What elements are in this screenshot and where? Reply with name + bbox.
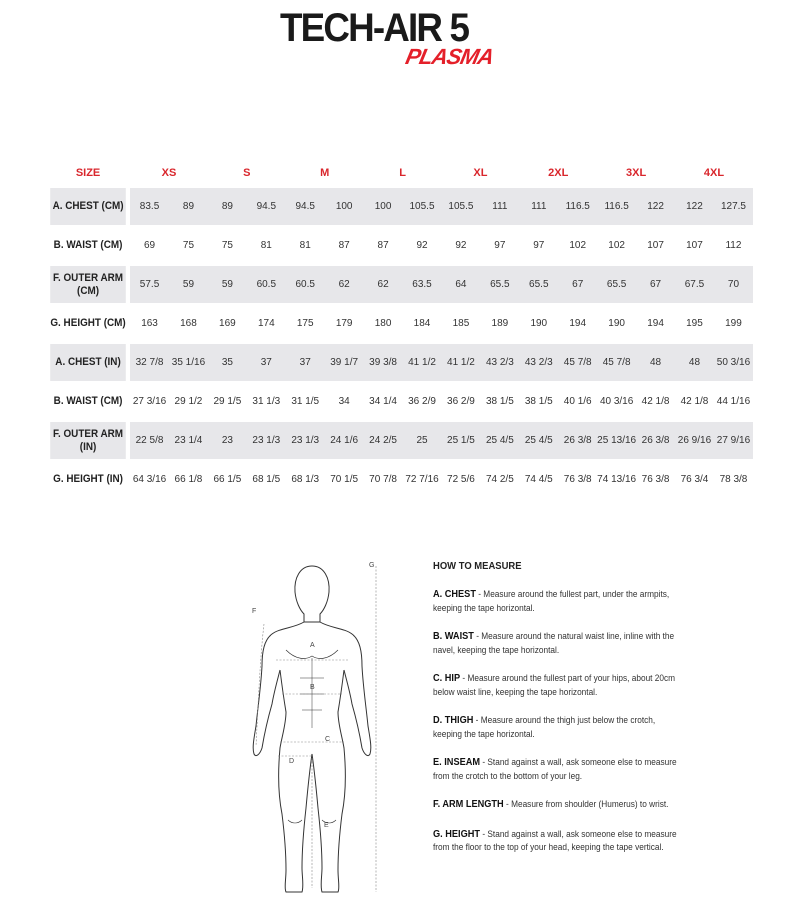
table-cell: 97 bbox=[533, 240, 545, 251]
table-cell: 41 1/2 bbox=[441, 344, 480, 381]
size-header-4xl: 4XL bbox=[703, 167, 725, 179]
table-cell: 29 1/5 bbox=[213, 396, 242, 407]
table-cell: 26 3/8 bbox=[636, 422, 675, 459]
table-cell: 195 bbox=[686, 318, 703, 329]
table-cell: 39 1/7 bbox=[325, 344, 364, 381]
table-cell: 111 bbox=[480, 188, 519, 225]
table-cell: 89 bbox=[169, 188, 208, 225]
size-header-label: SIZE bbox=[75, 167, 101, 179]
table-cell: 100 bbox=[364, 188, 403, 225]
table-cell: 42 1/8 bbox=[680, 396, 709, 407]
table-cell: 185 bbox=[452, 318, 470, 329]
figure-label-e: E bbox=[324, 822, 329, 829]
measure-text: - Measure around the thigh just below the crotch, keeping the tape horizontal. bbox=[433, 715, 656, 739]
measure-term: G. HEIGHT bbox=[433, 828, 481, 840]
table-cell: 26 3/8 bbox=[558, 422, 597, 459]
size-header-row bbox=[46, 158, 753, 188]
table-cell: 76 3/4 bbox=[680, 474, 709, 485]
table-cell: 81 bbox=[299, 240, 311, 251]
how-to-measure-title: HOW TO MEASURE bbox=[433, 560, 522, 572]
table-row bbox=[46, 461, 753, 498]
table-row bbox=[46, 188, 753, 225]
table-cell: 74 2/5 bbox=[485, 474, 514, 485]
table-cell: 41 1/2 bbox=[403, 344, 442, 381]
table-cell: 39 3/8 bbox=[364, 344, 403, 381]
table-cell: 29 1/2 bbox=[174, 396, 203, 407]
table-cell: 59 bbox=[208, 266, 247, 303]
measure-term: F. ARM LENGTH bbox=[433, 799, 504, 810]
measure-term: B. WAIST bbox=[433, 631, 474, 642]
table-cell: 45 7/8 bbox=[597, 344, 636, 381]
table-row bbox=[46, 305, 753, 342]
table-cell: 105.5 bbox=[441, 188, 480, 225]
figure-label-c: C bbox=[325, 736, 331, 743]
table-cell: 70 7/8 bbox=[369, 474, 397, 485]
table-cell: 92 bbox=[455, 240, 467, 251]
table-cell: 36 2/9 bbox=[447, 396, 475, 407]
table-cell: 23 1/3 bbox=[247, 422, 286, 459]
body-measurement-figure bbox=[240, 558, 390, 896]
measure-text: - Stand against a wall, ask someone else to measure from the floor to the top of your head, keeping the tape vertical. bbox=[433, 828, 677, 852]
figure-label-g: G bbox=[369, 562, 375, 569]
table-cell: 38 1/5 bbox=[524, 396, 553, 407]
table-cell: 35 1/16 bbox=[169, 344, 208, 381]
table-cell: 122 bbox=[636, 188, 675, 225]
size-header-xs: XS bbox=[161, 167, 177, 179]
table-cell: 122 bbox=[675, 188, 714, 225]
table-cell: 169 bbox=[219, 318, 236, 329]
table-cell: 116.5 bbox=[597, 188, 636, 225]
measure-instruction bbox=[433, 714, 681, 740]
table-cell: 25 13/16 bbox=[597, 422, 636, 459]
table-row bbox=[46, 227, 753, 264]
brand-logo bbox=[280, 4, 520, 74]
table-cell: 97 bbox=[494, 240, 506, 251]
table-cell: 45 7/8 bbox=[558, 344, 597, 381]
measure-text: - Measure from shoulder (Humerus) to wrist. bbox=[503, 799, 669, 809]
size-header-l: L bbox=[399, 167, 406, 179]
table-cell: 63.5 bbox=[403, 266, 442, 303]
table-cell: 22 5/8 bbox=[130, 422, 169, 459]
table-cell: 102 bbox=[569, 240, 587, 251]
body-outline-svg bbox=[240, 558, 390, 896]
size-header-2xl: 2XL bbox=[548, 167, 569, 179]
table-cell: 26 9/16 bbox=[675, 422, 714, 459]
table-cell: 94.5 bbox=[286, 188, 325, 225]
table-cell: 60.5 bbox=[286, 266, 325, 303]
logo-title: TECH-AIR 5 bbox=[280, 6, 469, 50]
table-cell: 163 bbox=[141, 318, 158, 329]
row-label: B. WAIST (CM) bbox=[53, 239, 123, 251]
row-label: G. HEIGHT (CM) bbox=[50, 317, 126, 329]
table-cell: 65.5 bbox=[597, 266, 636, 303]
size-header-m: M bbox=[320, 167, 330, 179]
table-cell: 83.5 bbox=[130, 188, 169, 225]
table-cell: 76 3/8 bbox=[641, 474, 670, 485]
table-cell: 31 1/3 bbox=[252, 396, 281, 407]
measure-instruction bbox=[433, 630, 681, 656]
table-cell: 179 bbox=[335, 318, 353, 329]
table-cell: 174 bbox=[257, 318, 275, 329]
measure-instruction bbox=[433, 798, 681, 812]
table-cell: 24 2/5 bbox=[364, 422, 403, 459]
table-cell: 66 1/5 bbox=[213, 474, 242, 485]
table-cell: 35 bbox=[208, 344, 247, 381]
table-cell: 175 bbox=[296, 318, 314, 329]
measure-term: E. INSEAM bbox=[433, 757, 481, 768]
table-cell: 25 4/5 bbox=[480, 422, 519, 459]
table-row bbox=[46, 344, 753, 381]
table-cell: 67.5 bbox=[675, 266, 714, 303]
row-label: F. OUTER ARM (IN) bbox=[50, 422, 126, 459]
table-row bbox=[46, 422, 753, 459]
table-cell: 189 bbox=[491, 318, 509, 329]
table-cell: 25 1/5 bbox=[441, 422, 480, 459]
row-label: G. HEIGHT (IN) bbox=[53, 473, 123, 485]
table-cell: 184 bbox=[413, 318, 431, 329]
table-cell: 57.5 bbox=[130, 266, 169, 303]
table-cell: 87 bbox=[377, 240, 389, 251]
table-cell: 67 bbox=[636, 266, 675, 303]
table-cell: 25 bbox=[403, 422, 442, 459]
table-cell: 180 bbox=[374, 318, 392, 329]
table-cell: 74 13/16 bbox=[597, 474, 637, 485]
table-cell: 168 bbox=[180, 318, 197, 329]
table-cell: 105.5 bbox=[403, 188, 442, 225]
table-cell: 62 bbox=[325, 266, 364, 303]
table-cell: 31 1/5 bbox=[291, 396, 320, 407]
table-cell: 69 bbox=[143, 240, 156, 251]
table-cell: 81 bbox=[260, 240, 272, 251]
row-label: F. OUTER ARM (CM) bbox=[50, 266, 126, 303]
table-cell: 68 1/3 bbox=[291, 474, 320, 485]
table-cell: 112 bbox=[725, 240, 742, 251]
table-cell: 38 1/5 bbox=[485, 396, 514, 407]
table-cell: 27 9/16 bbox=[714, 422, 753, 459]
measure-text: - Measure around the natural waist line, inline with the navel, keeping the tape horizontal. bbox=[433, 631, 675, 655]
table-cell: 92 bbox=[416, 240, 428, 251]
table-cell: 70 1/5 bbox=[330, 474, 359, 485]
figure-label-d: D bbox=[289, 758, 295, 765]
table-cell: 111 bbox=[519, 188, 558, 225]
table-cell: 107 bbox=[647, 240, 664, 251]
table-cell: 24 1/6 bbox=[325, 422, 364, 459]
table-cell: 59 bbox=[169, 266, 208, 303]
table-cell: 72 7/16 bbox=[405, 474, 439, 485]
table-cell: 107 bbox=[686, 240, 703, 251]
figure-label-a: A bbox=[310, 642, 315, 649]
table-cell: 48 bbox=[636, 344, 675, 381]
table-cell: 23 1/4 bbox=[169, 422, 208, 459]
table-cell: 190 bbox=[608, 318, 625, 329]
measure-instruction bbox=[433, 672, 681, 698]
table-cell: 194 bbox=[647, 318, 664, 329]
figure-label-b: B bbox=[310, 684, 315, 691]
row-label: B. WAIST (CM) bbox=[53, 395, 123, 407]
table-cell: 40 3/16 bbox=[599, 396, 634, 407]
table-cell: 60.5 bbox=[247, 266, 286, 303]
measure-term: A. CHEST bbox=[433, 589, 476, 600]
measure-instruction bbox=[433, 756, 681, 782]
table-cell: 100 bbox=[325, 188, 364, 225]
table-cell: 64 3/16 bbox=[132, 474, 167, 485]
size-header-s: S bbox=[243, 167, 251, 179]
table-cell: 37 bbox=[286, 344, 325, 381]
table-row bbox=[46, 266, 753, 303]
table-cell: 76 3/8 bbox=[563, 474, 592, 485]
size-header-xl: XL bbox=[473, 167, 488, 179]
table-cell: 87 bbox=[338, 240, 350, 251]
table-cell: 65.5 bbox=[519, 266, 558, 303]
table-cell: 94.5 bbox=[247, 188, 286, 225]
measure-term: C. HIP bbox=[433, 673, 461, 684]
table-cell: 190 bbox=[530, 318, 548, 329]
table-cell: 42 1/8 bbox=[641, 396, 670, 407]
table-cell: 199 bbox=[725, 318, 742, 329]
table-cell: 75 bbox=[221, 240, 233, 251]
row-label: A. CHEST (IN) bbox=[50, 344, 126, 381]
table-cell: 40 1/6 bbox=[563, 396, 592, 407]
table-cell: 43 2/3 bbox=[480, 344, 519, 381]
table-cell: 116.5 bbox=[558, 188, 597, 225]
table-cell: 27 3/16 bbox=[132, 396, 167, 407]
table-cell: 23 1/3 bbox=[286, 422, 325, 459]
measure-text: - Measure around the fullest part, under the armpits, keeping the tape horizontal. bbox=[433, 589, 670, 613]
table-cell: 67 bbox=[558, 266, 597, 303]
table-cell: 50 3/16 bbox=[714, 344, 753, 381]
table-cell: 36 2/9 bbox=[408, 396, 436, 407]
table-cell: 23 bbox=[208, 422, 247, 459]
table-cell: 62 bbox=[364, 266, 403, 303]
table-cell: 74 4/5 bbox=[524, 474, 553, 485]
table-cell: 65.5 bbox=[480, 266, 519, 303]
table-cell: 25 4/5 bbox=[519, 422, 558, 459]
table-cell: 48 bbox=[675, 344, 714, 381]
table-cell: 89 bbox=[208, 188, 247, 225]
table-cell: 34 bbox=[338, 396, 350, 407]
how-to-measure-section bbox=[433, 560, 683, 870]
table-cell: 70 bbox=[714, 266, 753, 303]
table-cell: 127.5 bbox=[714, 188, 753, 225]
measure-term: D. THIGH bbox=[433, 715, 474, 726]
measure-instruction bbox=[433, 588, 681, 614]
table-cell: 102 bbox=[608, 240, 625, 251]
measure-text: - Measure around the fullest part of your hips, about 20cm below waist line, keeping the tape horizontal. bbox=[433, 673, 676, 697]
figure-label-f: F bbox=[252, 608, 257, 615]
table-cell: 194 bbox=[569, 318, 587, 329]
size-header-3xl: 3XL bbox=[626, 167, 647, 179]
table-cell: 72 5/6 bbox=[447, 474, 475, 485]
table-cell: 37 bbox=[247, 344, 286, 381]
table-cell: 64 bbox=[441, 266, 480, 303]
table-cell: 68 1/5 bbox=[252, 474, 281, 485]
measure-text: - Stand against a wall, ask someone else to measure from the crotch to the bottom of your leg. bbox=[433, 757, 677, 781]
table-row bbox=[46, 383, 753, 420]
table-cell: 75 bbox=[182, 240, 195, 251]
row-label: A. CHEST (CM) bbox=[50, 188, 126, 225]
table-cell: 44 1/16 bbox=[716, 396, 751, 407]
size-chart-table bbox=[46, 158, 753, 498]
table-cell: 32 7/8 bbox=[130, 344, 169, 381]
table-cell: 66 1/8 bbox=[174, 474, 203, 485]
logo-subtitle: PLASMA bbox=[403, 44, 496, 69]
table-cell: 34 1/4 bbox=[369, 396, 397, 407]
table-cell: 43 2/3 bbox=[519, 344, 558, 381]
measure-instruction bbox=[433, 828, 681, 854]
table-cell: 78 3/8 bbox=[719, 474, 748, 485]
